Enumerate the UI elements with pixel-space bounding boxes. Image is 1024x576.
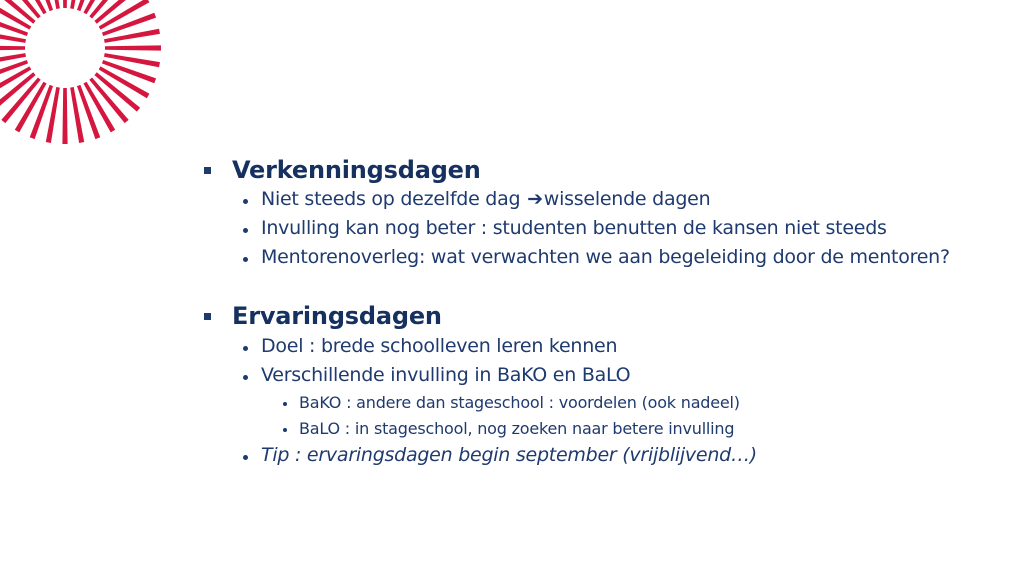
bullet-dot-icon: [243, 375, 248, 380]
bullet-dot-icon: [243, 199, 248, 204]
list-item: Mentorenoverleg: wat verwachten we aan begeleiding door de mentoren?: [261, 246, 950, 268]
list-item: [261, 188, 710, 210]
list-item-tip: Tip : ervaringsdagen begin september (vrijblijvend…): [261, 444, 757, 466]
section-title-ervaringsdagen: Ervaringsdagen: [232, 302, 442, 330]
bullet-dot-icon: [243, 455, 248, 460]
bullet-dot-icon: [283, 428, 287, 432]
bullet-dot-icon: [243, 257, 248, 262]
list-item: Verschillende invulling in BaKO en BaLO: [261, 364, 631, 386]
section-title-verkenningsdagen: Verkenningsdagen: [232, 156, 481, 184]
section-bullet-icon: [204, 167, 211, 174]
sub-list-item: BaLO : in stageschool, nog zoeken naar betere invulling: [299, 419, 735, 438]
bullet-dot-icon: [243, 346, 248, 351]
list-item-text: wisselende dagen: [543, 188, 711, 210]
sub-list-item: BaKO : andere dan stageschool : voordelen (ook nadeel): [299, 393, 740, 412]
section-bullet-icon: [204, 313, 211, 320]
list-item-text: Niet steeds op dezelfde dag: [261, 188, 527, 210]
bullet-dot-icon: [283, 402, 287, 406]
arrow-right-icon: ➔: [527, 188, 543, 210]
list-item: Doel : brede schoolleven leren kennen: [261, 335, 618, 357]
bullet-dot-icon: [243, 228, 248, 233]
list-item: Invulling kan nog beter : studenten benutten de kansen niet steeds: [261, 217, 887, 239]
